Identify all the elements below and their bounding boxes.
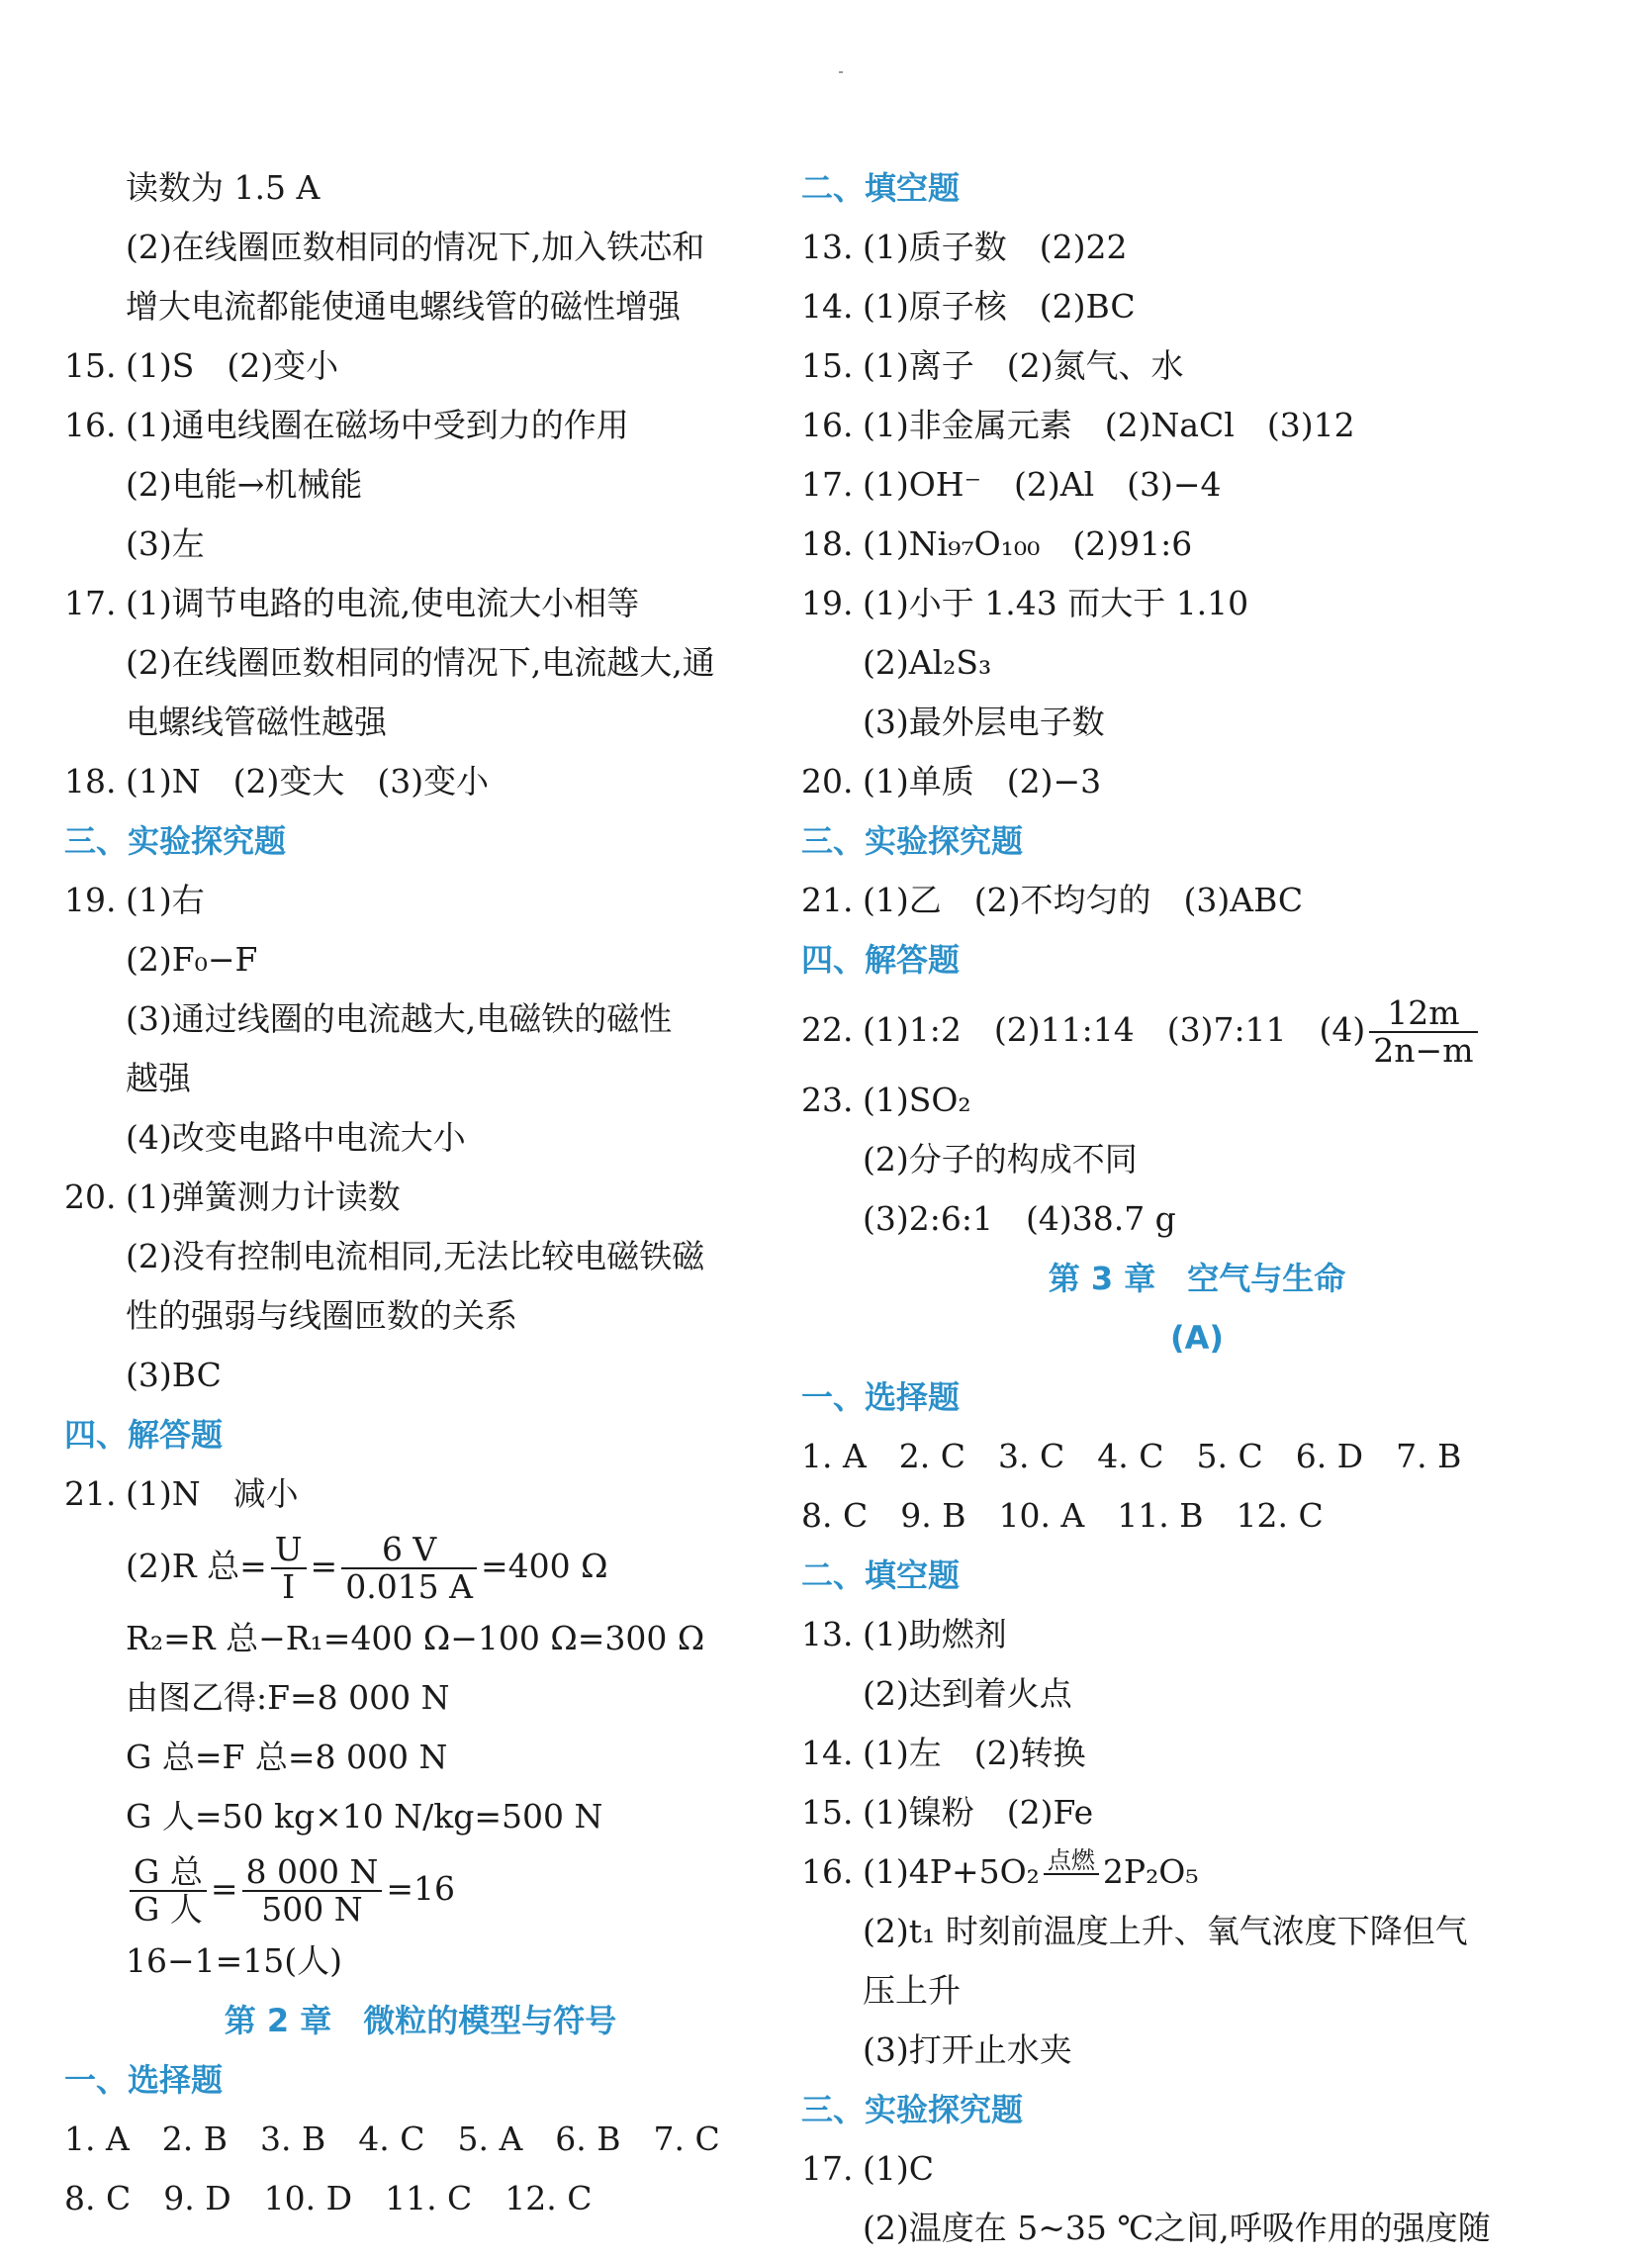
fraction-denominator: 0.015 A	[345, 1567, 473, 1606]
answer-line: (3)2:6:1 (4)38.7 g	[863, 1199, 1176, 1238]
equation-left: (1)4P+5O₂	[863, 1852, 1040, 1891]
answer-text: (1)N (2)变大 (3)变小	[126, 762, 490, 801]
answer-text: (1)镍粉 (2)Fe	[863, 1793, 1094, 1832]
answer-line: (2)F₀−F	[126, 940, 258, 979]
question-answer	[801, 989, 1593, 1071]
chapter-heading: (A)	[1169, 1319, 1224, 1357]
answer-line: (2)在线圈匝数相同的情况下,加入铁芯和	[126, 228, 705, 266]
answer-text: (1)1:2 (2)11:14 (3)7:11 (4)	[863, 1010, 1366, 1049]
section-heading: 一、选择题	[64, 2061, 224, 2099]
question-answer	[801, 1071, 1593, 1130]
answer-line: (2)电能→机械能	[126, 465, 363, 504]
answer-line: 由图乙得:F=8 000 N	[126, 1678, 450, 1717]
question-answer	[801, 1605, 1593, 1664]
answer-line: (2)达到着火点	[863, 1674, 1072, 1713]
question-answer	[64, 871, 777, 930]
question-answer	[801, 396, 1593, 455]
answer-text: (1)SO₂	[863, 1081, 971, 1119]
answer-text: (1)N 减小	[126, 1474, 299, 1513]
fraction-denominator: 500 N	[261, 1890, 363, 1929]
question-answer	[64, 752, 777, 811]
right-column	[801, 158, 1593, 2258]
answer-line: 1. A 2. C 3. C 4. C 5. C 6. D 7. B	[801, 1437, 1462, 1475]
question-answer	[801, 871, 1593, 930]
fraction	[271, 1532, 307, 1605]
question-answer	[801, 218, 1593, 277]
answer-text: (1)离子 (2)氮气、水	[863, 346, 1184, 385]
question-number: 22.	[801, 1010, 854, 1049]
answer-text: (1)弹簧测力计读数	[126, 1178, 401, 1216]
scan-mark	[839, 71, 843, 73]
answer-text: (1)C	[863, 2149, 934, 2188]
question-number: 18.	[64, 762, 117, 801]
answer-text: (1)Ni₉₇O₁₀₀ (2)91:6	[863, 524, 1193, 563]
left-column	[64, 158, 777, 2228]
answer-line: 8. C 9. B 10. A 11. B 12. C	[801, 1496, 1324, 1535]
formula-result: =16	[386, 1869, 456, 1908]
question-answer	[64, 396, 777, 455]
question-number: 14.	[801, 1734, 854, 1772]
fraction-numerator: 8 000 N	[242, 1854, 383, 1892]
question-answer	[801, 574, 1593, 633]
answer-text: (1)质子数 (2)22	[863, 228, 1128, 266]
fraction	[242, 1854, 383, 1928]
question-answer	[801, 752, 1593, 811]
question-number: 17.	[801, 465, 854, 504]
question-answer	[801, 515, 1593, 574]
fraction-numerator: U	[271, 1532, 307, 1569]
equation-right: 2P₂O₅	[1102, 1852, 1199, 1891]
formula-result: =400 Ω	[481, 1547, 608, 1585]
question-answer	[64, 574, 777, 633]
section-heading: 四、解答题	[64, 1416, 224, 1454]
section-heading: 一、选择题	[801, 1378, 961, 1416]
answer-line: (3)通过线圈的电流越大,电磁铁的磁性	[126, 999, 673, 1038]
answer-line: (4)改变电路中电流大小	[126, 1118, 466, 1157]
question-number: 16.	[801, 1852, 854, 1891]
question-number: 20.	[801, 762, 854, 801]
fraction-denominator: G 人	[134, 1890, 203, 1929]
fraction-denominator: 2n−m	[1373, 1031, 1474, 1070]
question-number: 13.	[801, 228, 854, 266]
answer-line: R₂=R 总−R₁=400 Ω−100 Ω=300 Ω	[126, 1619, 705, 1657]
question-answer	[801, 336, 1593, 396]
chapter-heading: 第 2 章 微粒的模型与符号	[224, 2002, 617, 2039]
fraction	[341, 1532, 477, 1605]
question-number: 21.	[801, 881, 854, 919]
answer-text: (1)非金属元素 (2)NaCl (3)12	[863, 406, 1355, 444]
answer-line: 1. A 2. B 3. B 4. C 5. A 6. B 7. C	[64, 2120, 720, 2158]
answer-text: (1)单质 (2)−3	[863, 762, 1102, 801]
answer-line: 增大电流都能使通电螺线管的磁性增强	[126, 287, 681, 326]
answer-text: (1)左 (2)转换	[863, 1734, 1086, 1772]
calculation-line	[64, 1846, 777, 1931]
arrow-underline	[1044, 1875, 1099, 1901]
question-answer	[64, 1464, 777, 1524]
question-answer	[801, 1783, 1593, 1842]
answer-line: (3)BC	[126, 1356, 222, 1394]
answer-line: 越强	[126, 1059, 191, 1097]
answer-line: (2)温度在 5~35 ℃之间,呼吸作用的强度随	[863, 2209, 1491, 2247]
answer-line: 压上升	[863, 1971, 961, 2010]
question-answer	[801, 455, 1593, 515]
answer-line: (2)Al₂S₃	[863, 643, 992, 682]
question-number: 19.	[64, 881, 117, 919]
question-answer	[64, 1168, 777, 1227]
answer-line: (3)打开止水夹	[863, 2030, 1072, 2069]
answer-text: (1)OH⁻ (2)Al (3)−4	[863, 465, 1222, 504]
question-number: 21.	[64, 1474, 117, 1513]
fraction-numerator: 6 V	[341, 1532, 477, 1569]
answer-line: 读数为 1.5 A	[126, 168, 321, 207]
answer-text: (1)S (2)变小	[126, 346, 339, 385]
answer-line: 电螺线管磁性越强	[126, 703, 387, 741]
question-number: 19.	[801, 584, 854, 622]
fraction	[1369, 995, 1477, 1069]
answer-line: (3)左	[126, 524, 205, 563]
answer-text: (1)右	[126, 881, 205, 919]
chapter-heading: 第 3 章 空气与生命	[1048, 1260, 1346, 1297]
answer-text: (1)乙 (2)不均匀的 (3)ABC	[863, 881, 1304, 919]
answer-text: (1)小于 1.43 而大于 1.10	[863, 584, 1249, 622]
question-number: 16.	[801, 406, 854, 444]
section-heading: 三、实验探究题	[801, 822, 1024, 860]
answer-line: 16−1=15(人)	[126, 1941, 343, 1980]
answer-line: (2)没有控制电流相同,无法比较电磁铁磁	[126, 1237, 705, 1275]
question-answer	[801, 1842, 1593, 1902]
question-number: 17.	[801, 2149, 854, 2188]
answer-line: 性的强弱与线圈匝数的关系	[126, 1296, 517, 1335]
question-number: 20.	[64, 1178, 117, 1216]
question-number: 14.	[801, 287, 854, 326]
answer-line: G 总=F 总=8 000 N	[126, 1738, 448, 1776]
answer-line: (3)最外层电子数	[863, 703, 1105, 741]
fraction-numerator: 12m	[1369, 995, 1477, 1033]
question-answer	[64, 336, 777, 396]
answer-line: (2)t₁ 时刻前温度上升、氧气浓度下降但气	[863, 1912, 1468, 1950]
question-number: 16.	[64, 406, 117, 444]
section-heading: 四、解答题	[801, 941, 961, 979]
question-number: 23.	[801, 1081, 854, 1119]
formula-prefix: (2)R 总=	[126, 1547, 267, 1585]
answer-text: (1)原子核 (2)BC	[863, 287, 1136, 326]
fraction	[130, 1854, 207, 1928]
equals-sign: =	[210, 1869, 238, 1908]
reaction-condition: 点燃	[1044, 1847, 1099, 1875]
answer-line: G 人=50 kg×10 N/kg=500 N	[126, 1797, 603, 1836]
answer-text: (1)通电线圈在磁场中受到力的作用	[126, 406, 629, 444]
answer-line: (2)在线圈匝数相同的情况下,电流越大,通	[126, 643, 715, 682]
question-answer	[801, 2139, 1593, 2199]
fraction-numerator: G 总	[130, 1854, 207, 1892]
answer-line: 8. C 9. D 10. D 11. C 12. C	[64, 2179, 593, 2217]
section-heading: 二、填空题	[801, 1556, 961, 1594]
section-heading: 三、实验探究题	[64, 822, 287, 860]
question-answer	[801, 1724, 1593, 1783]
question-number: 18.	[801, 524, 854, 563]
reaction-condition-arrow	[1044, 1847, 1099, 1901]
fraction-denominator: I	[282, 1567, 296, 1606]
calculation-line	[64, 1524, 777, 1609]
equals-sign: =	[310, 1547, 338, 1585]
question-number: 15.	[801, 1793, 854, 1832]
answer-line: (2)分子的构成不同	[863, 1140, 1138, 1178]
section-heading: 二、填空题	[801, 169, 961, 207]
question-number: 15.	[801, 346, 854, 385]
section-heading: 三、实验探究题	[801, 2091, 1024, 2128]
answer-text: (1)助燃剂	[863, 1615, 1007, 1653]
question-number: 13.	[801, 1615, 854, 1653]
question-answer	[801, 277, 1593, 336]
question-number: 15.	[64, 346, 117, 385]
answer-text: (1)调节电路的电流,使电流大小相等	[126, 584, 640, 622]
question-number: 17.	[64, 584, 117, 622]
